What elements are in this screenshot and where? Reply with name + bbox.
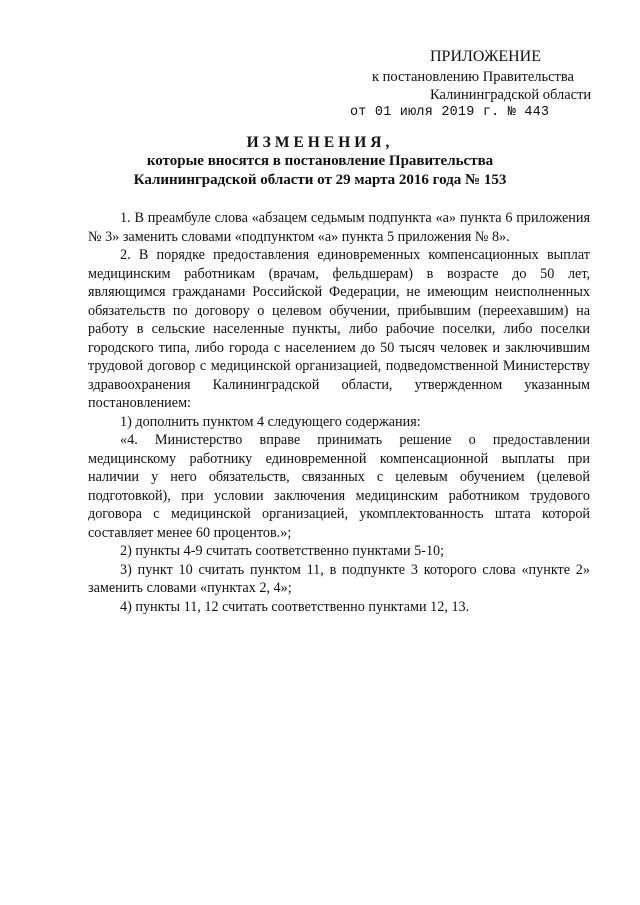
paragraph-4: «4. Министерство вправе принимать решение о предоставлении медицинскому работнику единовременной компенсационной выплаты при наличии у него обязательств, связанных с целевым обучением (целевой подготовкой), при условии заключения медицинским работником трудового договора с медицинской организацией, укомплектованность штата которой составляет менее 60 процентов.»;: [88, 432, 590, 541]
document-body: [88, 209, 590, 616]
appendix-date-number: от 01 июля 2019 г. № 443: [350, 105, 550, 120]
heading-subtitle-line-2: Калининградской области от 29 марта 2016 года № 153: [133, 172, 507, 188]
paragraph-1: 1. В преамбуле слова «абзацем седьмым подпункта «а» пункта 6 приложения № 3» заменить словами «подпунктом «а» пункта 5 приложения № 8».: [88, 210, 590, 245]
heading-subtitle-line-1: которые вносятся в постановление Правительства: [146, 153, 494, 169]
paragraph-3: 1) дополнить пунктом 4 следующего содержания:: [120, 413, 421, 430]
paragraph-6: 3) пункт 10 считать пунктом 11, в подпункте 3 которого слова «пункте 2» заменить словами «пунктах 2, 4»;: [88, 561, 590, 596]
paragraph-5: 2) пункты 4-9 считать соответственно пунктами 5-10;: [120, 543, 445, 559]
appendix-resolution-line: к постановлению Правительства: [372, 69, 574, 85]
paragraph-2: 2. В порядке предоставления единовременных компенсационных выплат медицинским работникам (врачам, фельдшерам) в возрасте до 50 лет, являющимся гражданами Российской Федерации, не имеющим неисполненных обязательств по договору о целевом обучении, прибывшим (переехавшим) на работу в сельские населенные пункты, либо рабочие поселки, либо поселки городского типа, либо города с населением до 50 тысяч человек и заключившим трудовой договор с медицинской организацией, подведомственной Министерству здравоохранения Калининградской области, утвержденном указанным постановлением:: [88, 247, 590, 411]
appendix-title: ПРИЛОЖЕНИЕ: [430, 48, 542, 65]
heading-title: ИЗМЕНЕНИЯ,: [246, 134, 394, 151]
document-heading: [0, 133, 640, 190]
paragraph-7: 4) пункты 11, 12 считать соответственно пунктами 12, 13.: [120, 598, 470, 615]
appendix-region-line: Калининградской области: [430, 87, 592, 103]
